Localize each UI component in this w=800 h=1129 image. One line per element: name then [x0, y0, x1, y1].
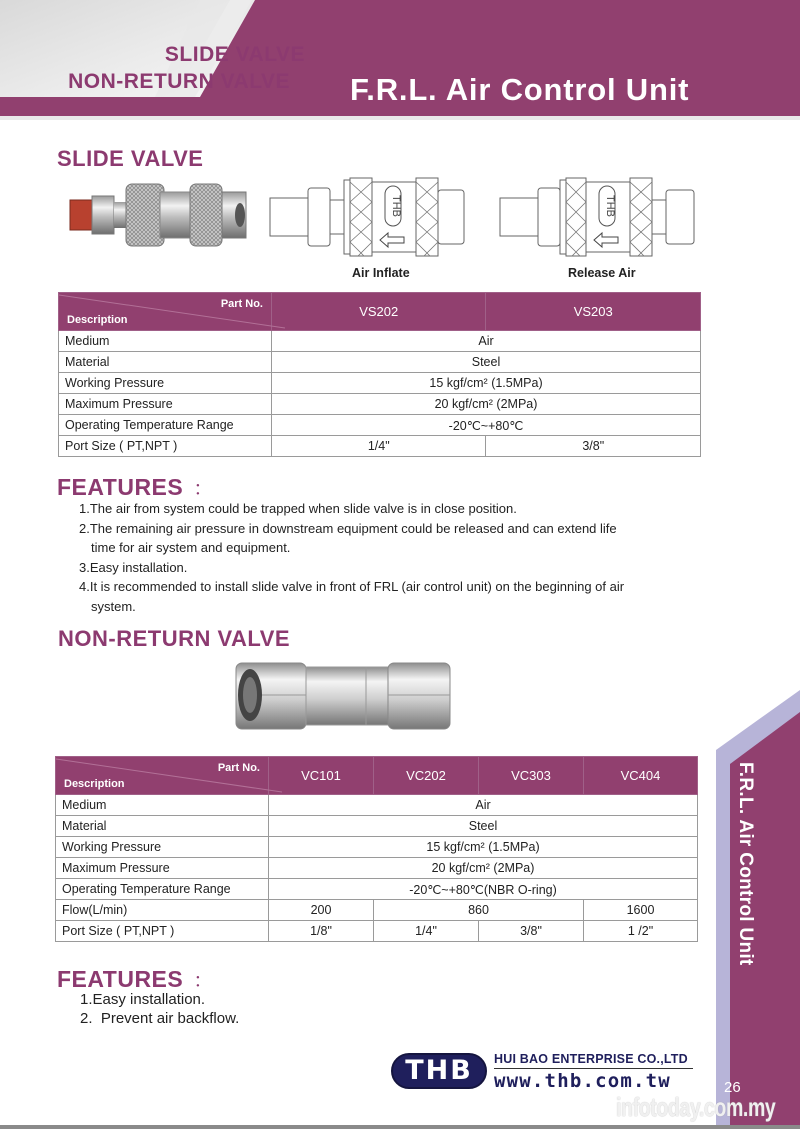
- air-inflate-diagram: [268, 176, 468, 262]
- row-label: Maximum Pressure: [56, 858, 269, 879]
- row-value: 1/4": [272, 436, 486, 457]
- column-header-vs203: VS203: [486, 293, 701, 331]
- row-label: Maximum Pressure: [59, 394, 272, 415]
- diagram-mark-1: THB: [390, 195, 402, 217]
- header-title: F.R.L. Air Control Unit: [350, 72, 690, 107]
- feature-item-continuation: system.: [91, 598, 136, 614]
- row-label: Flow(L/min): [56, 900, 269, 921]
- features-colon: ：: [193, 970, 214, 992]
- column-header-vc202: VC202: [374, 757, 479, 795]
- row-value: 15 kgf/cm² (1.5MPa): [272, 373, 701, 394]
- row-value: 1600: [584, 900, 698, 921]
- column-header-vc303: VC303: [479, 757, 584, 795]
- table-row: [56, 879, 698, 900]
- row-label: Working Pressure: [59, 373, 272, 394]
- slide-valve-features-title: [57, 472, 214, 501]
- row-value: 20 kgf/cm² (2MPa): [272, 394, 701, 415]
- row-value: 15 kgf/cm² (1.5MPa): [269, 837, 698, 858]
- row-label: Medium: [56, 795, 269, 816]
- row-value: Steel: [269, 816, 698, 837]
- feature-item: 2.The remaining air pressure in downstream equipment could be released and can extend life: [79, 520, 617, 536]
- slide-valve-photo: [64, 178, 254, 258]
- table-header-row: [56, 757, 698, 795]
- row-label: Material: [56, 816, 269, 837]
- side-tab-label: [726, 762, 766, 1002]
- website-link[interactable]: www.thb.com.tw: [494, 1070, 671, 1092]
- caption-release-air: Release Air: [568, 266, 636, 280]
- feature-item: 4.It is recommended to install slide valve in front of FRL (air control unit) on the beginning of air: [79, 579, 625, 594]
- column-header-vc404: VC404: [584, 757, 698, 795]
- table-corner-cell: [59, 293, 272, 331]
- bottom-border: [0, 1125, 800, 1129]
- table-row: [59, 352, 701, 373]
- non-return-features-title: [57, 964, 214, 993]
- column-header-vs202: VS202: [272, 293, 486, 331]
- page-number: 26: [724, 1079, 741, 1096]
- table-row: [59, 436, 701, 457]
- table-row: [56, 837, 698, 858]
- feature-item: 2. Prevent air backflow.: [80, 1010, 240, 1027]
- row-value: 1/8": [269, 921, 374, 942]
- feature-item: 1.The air from system could be trapped when slide valve is in close position.: [79, 501, 517, 516]
- row-label: Port Size ( PT,NPT ): [59, 436, 272, 457]
- slide-valve-spec-table: [58, 292, 701, 457]
- table-row: [56, 858, 698, 879]
- non-return-valve-photo: [232, 655, 456, 735]
- row-label: Operating Temperature Range: [59, 415, 272, 436]
- row-value: -20℃~+80℃: [272, 415, 701, 436]
- table-row: [56, 900, 698, 921]
- non-return-features-list: [80, 990, 239, 1028]
- corner-part-no: Part No.: [217, 762, 260, 774]
- caption-air-inflate: Air Inflate: [352, 266, 410, 280]
- feature-item: 1.Easy installation.: [80, 991, 206, 1008]
- table-row: [59, 415, 701, 436]
- slide-valve-title: SLIDE VALVE: [57, 146, 204, 171]
- non-return-valve-title: NON-RETURN VALVE: [58, 626, 291, 651]
- row-value: 200: [269, 900, 374, 921]
- row-value: 3/8": [479, 921, 584, 942]
- row-label: Medium: [59, 331, 272, 352]
- header-subtitle-non-return-valve: NON-RETURN VALVE: [68, 70, 290, 93]
- row-label: Material: [59, 352, 272, 373]
- corner-part-no: Part No.: [220, 298, 263, 310]
- features-heading: FEATURES: [57, 474, 184, 500]
- row-value: 860: [374, 900, 584, 921]
- row-label: Working Pressure: [56, 837, 269, 858]
- table-row: [56, 921, 698, 942]
- table-row: [59, 373, 701, 394]
- feature-item: 3.Easy installation.: [79, 559, 188, 575]
- feature-item-continuation: time for air system and equipment.: [91, 540, 291, 555]
- row-value: 20 kgf/cm² (2MPa): [269, 858, 698, 879]
- watermark: infotoday.com.my: [616, 1092, 776, 1122]
- features-heading: FEATURES: [57, 966, 184, 992]
- row-value: 3/8": [486, 436, 701, 457]
- row-label: Operating Temperature Range: [56, 879, 269, 900]
- row-value: 1/4": [374, 921, 479, 942]
- table-row: [56, 816, 698, 837]
- row-value: Air: [272, 331, 701, 352]
- page-header: [0, 0, 800, 116]
- table-row: [59, 394, 701, 415]
- row-value: -20℃~+80℃(NBR O-ring): [269, 879, 698, 900]
- corner-description: Description: [67, 314, 128, 326]
- column-header-vc101: VC101: [269, 757, 374, 795]
- row-label: Port Size ( PT,NPT ): [56, 921, 269, 942]
- slide-valve-features-list: [79, 499, 624, 616]
- header-subtitle-slide-valve: SLIDE VALVE: [164, 43, 305, 66]
- row-value: Air: [269, 795, 698, 816]
- table-corner-cell: [56, 757, 269, 795]
- company-divider: [494, 1068, 693, 1069]
- features-colon: ：: [193, 478, 214, 500]
- table-row: [59, 331, 701, 352]
- release-air-diagram: [498, 176, 698, 262]
- non-return-valve-spec-table: [55, 756, 698, 942]
- logo-text: THB: [405, 1055, 473, 1086]
- side-tab-text: F.R.L. Air Control Unit: [735, 762, 756, 966]
- row-value: 1 /2": [584, 921, 698, 942]
- row-value: Steel: [272, 352, 701, 373]
- corner-description: Description: [64, 778, 125, 790]
- thb-logo: [391, 1053, 487, 1089]
- table-row: [56, 795, 698, 816]
- table-header-row: [59, 293, 701, 331]
- company-name: HUI BAO ENTERPRISE CO.,LTD: [494, 1052, 688, 1066]
- diagram-mark-2: THB: [604, 195, 616, 217]
